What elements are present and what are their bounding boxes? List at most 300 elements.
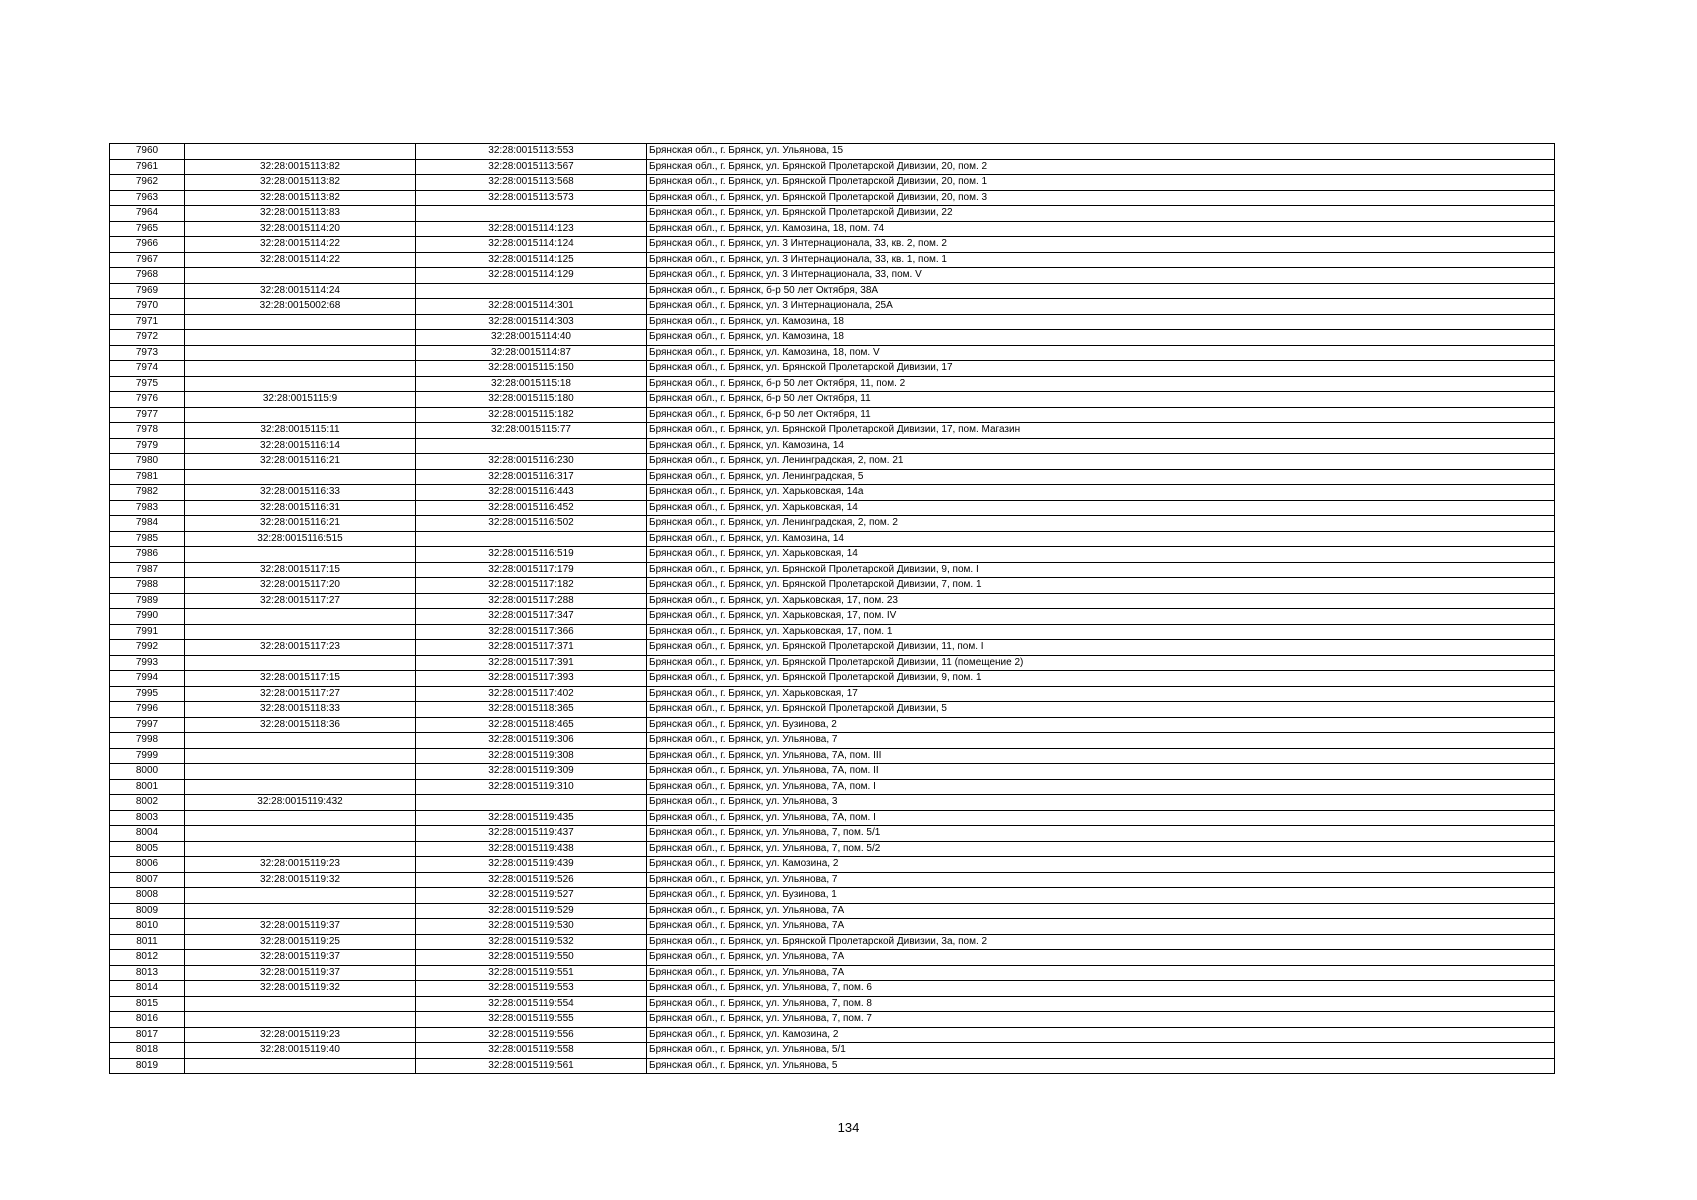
property-registry-table: [109, 143, 1555, 1074]
table-row: [110, 252, 1555, 268]
table-row: [110, 407, 1555, 423]
cadastral-number-cell: 32:28:0015119:435: [416, 810, 647, 826]
cadastral-number-cell: 32:28:0015113:567: [416, 159, 647, 175]
cadastral-number-cell: 32:28:0015119:554: [416, 996, 647, 1012]
row-number-cell: 8013: [110, 965, 185, 981]
parent-cadastral-number-cell: [185, 841, 416, 857]
row-number-cell: 7976: [110, 392, 185, 408]
row-number-cell: 7968: [110, 268, 185, 284]
parent-cadastral-number-cell: [185, 826, 416, 842]
cadastral-number-cell: 32:28:0015119:530: [416, 919, 647, 935]
parent-cadastral-number-cell: [185, 268, 416, 284]
table-row: [110, 733, 1555, 749]
parent-cadastral-number-cell: 32:28:0015115:9: [185, 392, 416, 408]
table-row: [110, 299, 1555, 315]
row-number-cell: 7974: [110, 361, 185, 377]
table-row: [110, 903, 1555, 919]
cadastral-number-cell: [416, 206, 647, 222]
parent-cadastral-number-cell: 32:28:0015002:68: [185, 299, 416, 315]
cadastral-number-cell: 32:28:0015116:443: [416, 485, 647, 501]
parent-cadastral-number-cell: [185, 314, 416, 330]
parent-cadastral-number-cell: [185, 609, 416, 625]
parent-cadastral-number-cell: 32:28:0015119:23: [185, 857, 416, 873]
table-row: [110, 345, 1555, 361]
parent-cadastral-number-cell: 32:28:0015117:23: [185, 640, 416, 656]
table-row: [110, 361, 1555, 377]
cadastral-number-cell: 32:28:0015117:402: [416, 686, 647, 702]
cadastral-number-cell: 32:28:0015115:150: [416, 361, 647, 377]
cadastral-number-cell: 32:28:0015116:519: [416, 547, 647, 563]
cadastral-number-cell: 32:28:0015115:180: [416, 392, 647, 408]
parent-cadastral-number-cell: 32:28:0015116:515: [185, 531, 416, 547]
parent-cadastral-number-cell: 32:28:0015116:21: [185, 454, 416, 470]
cadastral-number-cell: [416, 795, 647, 811]
cadastral-number-cell: 32:28:0015117:371: [416, 640, 647, 656]
table-row: [110, 376, 1555, 392]
cadastral-number-cell: 32:28:0015119:527: [416, 888, 647, 904]
cadastral-number-cell: 32:28:0015117:366: [416, 624, 647, 640]
table-row: [110, 655, 1555, 671]
parent-cadastral-number-cell: 32:28:0015119:432: [185, 795, 416, 811]
address-cell: Брянская обл., г. Брянск, ул. Ульянова, 7А: [647, 965, 1555, 981]
row-number-cell: 8003: [110, 810, 185, 826]
table-row: [110, 764, 1555, 780]
address-cell: Брянская обл., г. Брянск, ул. Ульянова, 7: [647, 733, 1555, 749]
row-number-cell: 7985: [110, 531, 185, 547]
parent-cadastral-number-cell: 32:28:0015116:33: [185, 485, 416, 501]
address-cell: Брянская обл., г. Брянск, ул. Ленинградская, 2, пом. 2: [647, 516, 1555, 532]
address-cell: Брянская обл., г. Брянск, ул. Брянской Пролетарской Дивизии, 20, пом. 2: [647, 159, 1555, 175]
row-number-cell: 8012: [110, 950, 185, 966]
cadastral-number-cell: 32:28:0015114:124: [416, 237, 647, 253]
table-row: [110, 562, 1555, 578]
parent-cadastral-number-cell: 32:28:0015116:14: [185, 438, 416, 454]
address-cell: Брянская обл., г. Брянск, б-р 50 лет Октября, 11, пом. 2: [647, 376, 1555, 392]
table-row: [110, 268, 1555, 284]
address-cell: Брянская обл., г. Брянск, ул. 3 Интернационала, 33, пом. V: [647, 268, 1555, 284]
address-cell: Брянская обл., г. Брянск, ул. Камозина, 14: [647, 531, 1555, 547]
table-row: [110, 981, 1555, 997]
address-cell: Брянская обл., г. Брянск, ул. Брянской Пролетарской Дивизии, 11 (помещение 2): [647, 655, 1555, 671]
row-number-cell: 7973: [110, 345, 185, 361]
row-number-cell: 7983: [110, 500, 185, 516]
parent-cadastral-number-cell: [185, 779, 416, 795]
cadastral-number-cell: [416, 283, 647, 299]
row-number-cell: 7979: [110, 438, 185, 454]
row-number-cell: 7978: [110, 423, 185, 439]
table-row: [110, 500, 1555, 516]
cadastral-number-cell: 32:28:0015119:309: [416, 764, 647, 780]
cadastral-number-cell: 32:28:0015119:438: [416, 841, 647, 857]
parent-cadastral-number-cell: [185, 810, 416, 826]
row-number-cell: 7967: [110, 252, 185, 268]
row-number-cell: 7989: [110, 593, 185, 609]
address-cell: Брянская обл., г. Брянск, б-р 50 лет Октября, 11: [647, 392, 1555, 408]
parent-cadastral-number-cell: 32:28:0015119:25: [185, 934, 416, 950]
table-row: [110, 469, 1555, 485]
row-number-cell: 7984: [110, 516, 185, 532]
parent-cadastral-number-cell: 32:28:0015113:82: [185, 190, 416, 206]
row-number-cell: 8018: [110, 1043, 185, 1059]
row-number-cell: 7988: [110, 578, 185, 594]
address-cell: Брянская обл., г. Брянск, ул. Брянской Пролетарской Дивизии, 5: [647, 702, 1555, 718]
parent-cadastral-number-cell: [185, 361, 416, 377]
cadastral-number-cell: 32:28:0015116:317: [416, 469, 647, 485]
address-cell: Брянская обл., г. Брянск, ул. Брянской Пролетарской Дивизии, 17: [647, 361, 1555, 377]
parent-cadastral-number-cell: [185, 469, 416, 485]
table-row: [110, 717, 1555, 733]
cadastral-number-cell: 32:28:0015117:179: [416, 562, 647, 578]
table-row: [110, 748, 1555, 764]
row-number-cell: 7962: [110, 175, 185, 191]
cadastral-number-cell: 32:28:0015119:561: [416, 1058, 647, 1074]
row-number-cell: 8015: [110, 996, 185, 1012]
cadastral-number-cell: 32:28:0015114:125: [416, 252, 647, 268]
parent-cadastral-number-cell: 32:28:0015117:15: [185, 562, 416, 578]
table-row: [110, 438, 1555, 454]
cadastral-number-cell: 32:28:0015117:391: [416, 655, 647, 671]
cadastral-number-cell: [416, 438, 647, 454]
address-cell: Брянская обл., г. Брянск, ул. 3 Интернационала, 25А: [647, 299, 1555, 315]
parent-cadastral-number-cell: [185, 1012, 416, 1028]
address-cell: Брянская обл., г. Брянск, ул. Ленинградская, 5: [647, 469, 1555, 485]
table-row: [110, 919, 1555, 935]
address-cell: Брянская обл., г. Брянск, ул. Ульянова, 7А: [647, 950, 1555, 966]
cadastral-number-cell: 32:28:0015115:182: [416, 407, 647, 423]
row-number-cell: 7997: [110, 717, 185, 733]
address-cell: Брянская обл., г. Брянск, ул. Ульянова, 7, пом. 5/2: [647, 841, 1555, 857]
row-number-cell: 8014: [110, 981, 185, 997]
parent-cadastral-number-cell: 32:28:0015117:15: [185, 671, 416, 687]
row-number-cell: 7963: [110, 190, 185, 206]
cadastral-number-cell: 32:28:0015113:573: [416, 190, 647, 206]
row-number-cell: 7992: [110, 640, 185, 656]
address-cell: Брянская обл., г. Брянск, б-р 50 лет Октября, 11: [647, 407, 1555, 423]
cadastral-number-cell: 32:28:0015119:437: [416, 826, 647, 842]
cadastral-number-cell: 32:28:0015119:532: [416, 934, 647, 950]
parent-cadastral-number-cell: 32:28:0015117:27: [185, 686, 416, 702]
row-number-cell: 7970: [110, 299, 185, 315]
row-number-cell: 8011: [110, 934, 185, 950]
address-cell: Брянская обл., г. Брянск, ул. Брянской Пролетарской Дивизии, 20, пом. 3: [647, 190, 1555, 206]
address-cell: Брянская обл., г. Брянск, ул. Ульянова, 7А, пом. III: [647, 748, 1555, 764]
row-number-cell: 7991: [110, 624, 185, 640]
address-cell: Брянская обл., г. Брянск, ул. Харьковская, 14а: [647, 485, 1555, 501]
parent-cadastral-number-cell: [185, 888, 416, 904]
table-row: [110, 454, 1555, 470]
row-number-cell: 8005: [110, 841, 185, 857]
address-cell: Брянская обл., г. Брянск, ул. Брянской Пролетарской Дивизии, 11, пом. I: [647, 640, 1555, 656]
row-number-cell: 8006: [110, 857, 185, 873]
table-body: [110, 144, 1555, 1074]
row-number-cell: 8009: [110, 903, 185, 919]
table-row: [110, 593, 1555, 609]
address-cell: Брянская обл., г. Брянск, ул. Камозина, 18, пом. V: [647, 345, 1555, 361]
row-number-cell: 8007: [110, 872, 185, 888]
cadastral-number-cell: 32:28:0015114:123: [416, 221, 647, 237]
address-cell: Брянская обл., г. Брянск, ул. Камозина, 14: [647, 438, 1555, 454]
address-cell: Брянская обл., г. Брянск, ул. Харьковская, 14: [647, 547, 1555, 563]
parent-cadastral-number-cell: [185, 144, 416, 160]
row-number-cell: 7996: [110, 702, 185, 718]
address-cell: Брянская обл., г. Брянск, ул. Ульянова, 7А, пом. I: [647, 779, 1555, 795]
address-cell: Брянская обл., г. Брянск, ул. 3 Интернационала, 33, кв. 1, пом. 1: [647, 252, 1555, 268]
row-number-cell: 7961: [110, 159, 185, 175]
parent-cadastral-number-cell: 32:28:0015113:83: [185, 206, 416, 222]
table-row: [110, 1058, 1555, 1074]
cadastral-number-cell: 32:28:0015113:553: [416, 144, 647, 160]
cadastral-number-cell: 32:28:0015114:301: [416, 299, 647, 315]
row-number-cell: 7998: [110, 733, 185, 749]
parent-cadastral-number-cell: [185, 407, 416, 423]
row-number-cell: 8019: [110, 1058, 185, 1074]
page-number: 134: [837, 1120, 860, 1135]
address-cell: Брянская обл., г. Брянск, ул. Ульянова, 7А: [647, 919, 1555, 935]
parent-cadastral-number-cell: 32:28:0015114:22: [185, 237, 416, 253]
cadastral-number-cell: 32:28:0015117:288: [416, 593, 647, 609]
address-cell: Брянская обл., г. Брянск, ул. Камозина, 18: [647, 314, 1555, 330]
row-number-cell: 7980: [110, 454, 185, 470]
parent-cadastral-number-cell: 32:28:0015113:82: [185, 175, 416, 191]
row-number-cell: 7972: [110, 330, 185, 346]
cadastral-number-cell: 32:28:0015119:556: [416, 1027, 647, 1043]
parent-cadastral-number-cell: [185, 764, 416, 780]
table-row: [110, 516, 1555, 532]
parent-cadastral-number-cell: 32:28:0015114:22: [185, 252, 416, 268]
parent-cadastral-number-cell: 32:28:0015117:20: [185, 578, 416, 594]
cadastral-number-cell: 32:28:0015117:182: [416, 578, 647, 594]
table-row: [110, 314, 1555, 330]
row-number-cell: 7993: [110, 655, 185, 671]
table-row: [110, 1012, 1555, 1028]
address-cell: Брянская обл., г. Брянск, ул. Брянской Пролетарской Дивизии, 7, пом. 1: [647, 578, 1555, 594]
cadastral-number-cell: 32:28:0015119:550: [416, 950, 647, 966]
cadastral-number-cell: 32:28:0015118:365: [416, 702, 647, 718]
cadastral-number-cell: 32:28:0015114:129: [416, 268, 647, 284]
cadastral-number-cell: 32:28:0015115:18: [416, 376, 647, 392]
row-number-cell: 7977: [110, 407, 185, 423]
cadastral-number-cell: 32:28:0015113:568: [416, 175, 647, 191]
row-number-cell: 8004: [110, 826, 185, 842]
table-row: [110, 686, 1555, 702]
address-cell: Брянская обл., г. Брянск, ул. Ульянова, 7А, пом. II: [647, 764, 1555, 780]
table-row: [110, 888, 1555, 904]
row-number-cell: 7966: [110, 237, 185, 253]
row-number-cell: 8016: [110, 1012, 185, 1028]
address-cell: Брянская обл., г. Брянск, б-р 50 лет Октября, 38А: [647, 283, 1555, 299]
table-row: [110, 1043, 1555, 1059]
cadastral-number-cell: 32:28:0015114:87: [416, 345, 647, 361]
table-row: [110, 1027, 1555, 1043]
address-cell: Брянская обл., г. Брянск, ул. Ульянова, 5: [647, 1058, 1555, 1074]
table-row: [110, 206, 1555, 222]
cadastral-number-cell: 32:28:0015115:77: [416, 423, 647, 439]
address-cell: Брянская обл., г. Брянск, ул. Харьковская, 17, пом. 1: [647, 624, 1555, 640]
address-cell: Брянская обл., г. Брянск, ул. Ульянова, 3: [647, 795, 1555, 811]
address-cell: Брянская обл., г. Брянск, ул. Брянской Пролетарской Дивизии, 20, пом. 1: [647, 175, 1555, 191]
row-number-cell: 8000: [110, 764, 185, 780]
parent-cadastral-number-cell: [185, 376, 416, 392]
parent-cadastral-number-cell: 32:28:0015113:82: [185, 159, 416, 175]
address-cell: Брянская обл., г. Брянск, ул. Ульянова, 7, пом. 6: [647, 981, 1555, 997]
parent-cadastral-number-cell: [185, 330, 416, 346]
cadastral-number-cell: 32:28:0015118:465: [416, 717, 647, 733]
cadastral-number-cell: 32:28:0015119:555: [416, 1012, 647, 1028]
address-cell: Брянская обл., г. Брянск, ул. Ульянова, 5/1: [647, 1043, 1555, 1059]
table-row: [110, 547, 1555, 563]
address-cell: Брянская обл., г. Брянск, ул. Брянской Пролетарской Дивизии, 9, пом. I: [647, 562, 1555, 578]
parent-cadastral-number-cell: [185, 733, 416, 749]
address-cell: Брянская обл., г. Брянск, ул. Камозина, 18, пом. 74: [647, 221, 1555, 237]
address-cell: Брянская обл., г. Брянск, ул. Ленинградская, 2, пом. 21: [647, 454, 1555, 470]
cadastral-number-cell: 32:28:0015116:452: [416, 500, 647, 516]
address-cell: Брянская обл., г. Брянск, ул. Камозина, 2: [647, 857, 1555, 873]
row-number-cell: 7964: [110, 206, 185, 222]
address-cell: Брянская обл., г. Брянск, ул. Харьковская, 14: [647, 500, 1555, 516]
address-cell: Брянская обл., г. Брянск, ул. Камозина, 2: [647, 1027, 1555, 1043]
row-number-cell: 7999: [110, 748, 185, 764]
cadastral-number-cell: 32:28:0015119:308: [416, 748, 647, 764]
parent-cadastral-number-cell: 32:28:0015119:37: [185, 950, 416, 966]
row-number-cell: 7986: [110, 547, 185, 563]
table-row: [110, 702, 1555, 718]
row-number-cell: 7971: [110, 314, 185, 330]
cadastral-number-cell: [416, 531, 647, 547]
cadastral-number-cell: 32:28:0015119:306: [416, 733, 647, 749]
cadastral-number-cell: 32:28:0015119:526: [416, 872, 647, 888]
parent-cadastral-number-cell: 32:28:0015118:33: [185, 702, 416, 718]
row-number-cell: 7965: [110, 221, 185, 237]
row-number-cell: 8001: [110, 779, 185, 795]
address-cell: Брянская обл., г. Брянск, ул. Харьковская, 17: [647, 686, 1555, 702]
address-cell: Брянская обл., г. Брянск, ул. Ульянова, 7А: [647, 903, 1555, 919]
address-cell: Брянская обл., г. Брянск, ул. Ульянова, 7: [647, 872, 1555, 888]
parent-cadastral-number-cell: [185, 996, 416, 1012]
table-row: [110, 872, 1555, 888]
table-row: [110, 237, 1555, 253]
cadastral-number-cell: 32:28:0015114:40: [416, 330, 647, 346]
cadastral-number-cell: 32:28:0015116:502: [416, 516, 647, 532]
row-number-cell: 7975: [110, 376, 185, 392]
parent-cadastral-number-cell: 32:28:0015114:24: [185, 283, 416, 299]
address-cell: Брянская обл., г. Брянск, ул. Харьковская, 17, пом. 23: [647, 593, 1555, 609]
table-row: [110, 330, 1555, 346]
parent-cadastral-number-cell: [185, 624, 416, 640]
cadastral-number-cell: 32:28:0015117:393: [416, 671, 647, 687]
parent-cadastral-number-cell: 32:28:0015114:20: [185, 221, 416, 237]
parent-cadastral-number-cell: 32:28:0015115:11: [185, 423, 416, 439]
parent-cadastral-number-cell: 32:28:0015119:40: [185, 1043, 416, 1059]
cadastral-number-cell: 32:28:0015116:230: [416, 454, 647, 470]
row-number-cell: 7982: [110, 485, 185, 501]
table-row: [110, 996, 1555, 1012]
row-number-cell: 8017: [110, 1027, 185, 1043]
address-cell: Брянская обл., г. Брянск, ул. Ульянова, 15: [647, 144, 1555, 160]
table-row: [110, 950, 1555, 966]
parent-cadastral-number-cell: [185, 547, 416, 563]
table-row: [110, 826, 1555, 842]
table-row: [110, 423, 1555, 439]
address-cell: Брянская обл., г. Брянск, ул. Бузинова, 2: [647, 717, 1555, 733]
parent-cadastral-number-cell: 32:28:0015117:27: [185, 593, 416, 609]
table-row: [110, 531, 1555, 547]
cadastral-number-cell: 32:28:0015117:347: [416, 609, 647, 625]
address-cell: Брянская обл., г. Брянск, ул. Камозина, 18: [647, 330, 1555, 346]
cadastral-number-cell: 32:28:0015119:558: [416, 1043, 647, 1059]
table-row: [110, 624, 1555, 640]
address-cell: Брянская обл., г. Брянск, ул. Брянской Пролетарской Дивизии, 9, пом. 1: [647, 671, 1555, 687]
table-row: [110, 485, 1555, 501]
parent-cadastral-number-cell: 32:28:0015118:36: [185, 717, 416, 733]
cadastral-number-cell: 32:28:0015114:303: [416, 314, 647, 330]
parent-cadastral-number-cell: 32:28:0015119:32: [185, 981, 416, 997]
address-cell: Брянская обл., г. Брянск, ул. Брянской Пролетарской Дивизии, 22: [647, 206, 1555, 222]
parent-cadastral-number-cell: [185, 903, 416, 919]
table-row: [110, 609, 1555, 625]
parent-cadastral-number-cell: 32:28:0015119:23: [185, 1027, 416, 1043]
parent-cadastral-number-cell: 32:28:0015119:32: [185, 872, 416, 888]
table-row: [110, 578, 1555, 594]
table-row: [110, 841, 1555, 857]
table-row: [110, 810, 1555, 826]
cadastral-number-cell: 32:28:0015119:439: [416, 857, 647, 873]
parent-cadastral-number-cell: 32:28:0015116:31: [185, 500, 416, 516]
table-row: [110, 795, 1555, 811]
row-number-cell: 7994: [110, 671, 185, 687]
table-row: [110, 221, 1555, 237]
parent-cadastral-number-cell: 32:28:0015119:37: [185, 919, 416, 935]
address-cell: Брянская обл., г. Брянск, ул. Брянской Пролетарской Дивизии, 3а, пом. 2: [647, 934, 1555, 950]
cadastral-number-cell: 32:28:0015119:551: [416, 965, 647, 981]
address-cell: Брянская обл., г. Брянск, ул. Ульянова, 7А, пом. I: [647, 810, 1555, 826]
table-row: [110, 283, 1555, 299]
parent-cadastral-number-cell: [185, 345, 416, 361]
parent-cadastral-number-cell: [185, 655, 416, 671]
address-cell: Брянская обл., г. Брянск, ул. Бузинова, 1: [647, 888, 1555, 904]
table-row: [110, 671, 1555, 687]
address-cell: Брянская обл., г. Брянск, ул. 3 Интернационала, 33, кв. 2, пом. 2: [647, 237, 1555, 253]
row-number-cell: 7990: [110, 609, 185, 625]
address-cell: Брянская обл., г. Брянск, ул. Ульянова, 7, пом. 7: [647, 1012, 1555, 1028]
row-number-cell: 8002: [110, 795, 185, 811]
row-number-cell: 7969: [110, 283, 185, 299]
cadastral-number-cell: 32:28:0015119:529: [416, 903, 647, 919]
table-row: [110, 144, 1555, 160]
cadastral-number-cell: 32:28:0015119:310: [416, 779, 647, 795]
row-number-cell: 7981: [110, 469, 185, 485]
table-row: [110, 175, 1555, 191]
row-number-cell: 7960: [110, 144, 185, 160]
table-row: [110, 934, 1555, 950]
table-row: [110, 779, 1555, 795]
table-row: [110, 857, 1555, 873]
row-number-cell: 7987: [110, 562, 185, 578]
address-cell: Брянская обл., г. Брянск, ул. Харьковская, 17, пом. IV: [647, 609, 1555, 625]
table-row: [110, 392, 1555, 408]
table-row: [110, 640, 1555, 656]
row-number-cell: 8010: [110, 919, 185, 935]
parent-cadastral-number-cell: 32:28:0015116:21: [185, 516, 416, 532]
parent-cadastral-number-cell: [185, 1058, 416, 1074]
table-row: [110, 190, 1555, 206]
table-row: [110, 159, 1555, 175]
address-cell: Брянская обл., г. Брянск, ул. Брянской Пролетарской Дивизии, 17, пом. Магазин: [647, 423, 1555, 439]
row-number-cell: 8008: [110, 888, 185, 904]
cadastral-number-cell: 32:28:0015119:553: [416, 981, 647, 997]
address-cell: Брянская обл., г. Брянск, ул. Ульянова, 7, пом. 8: [647, 996, 1555, 1012]
row-number-cell: 7995: [110, 686, 185, 702]
address-cell: Брянская обл., г. Брянск, ул. Ульянова, 7, пом. 5/1: [647, 826, 1555, 842]
